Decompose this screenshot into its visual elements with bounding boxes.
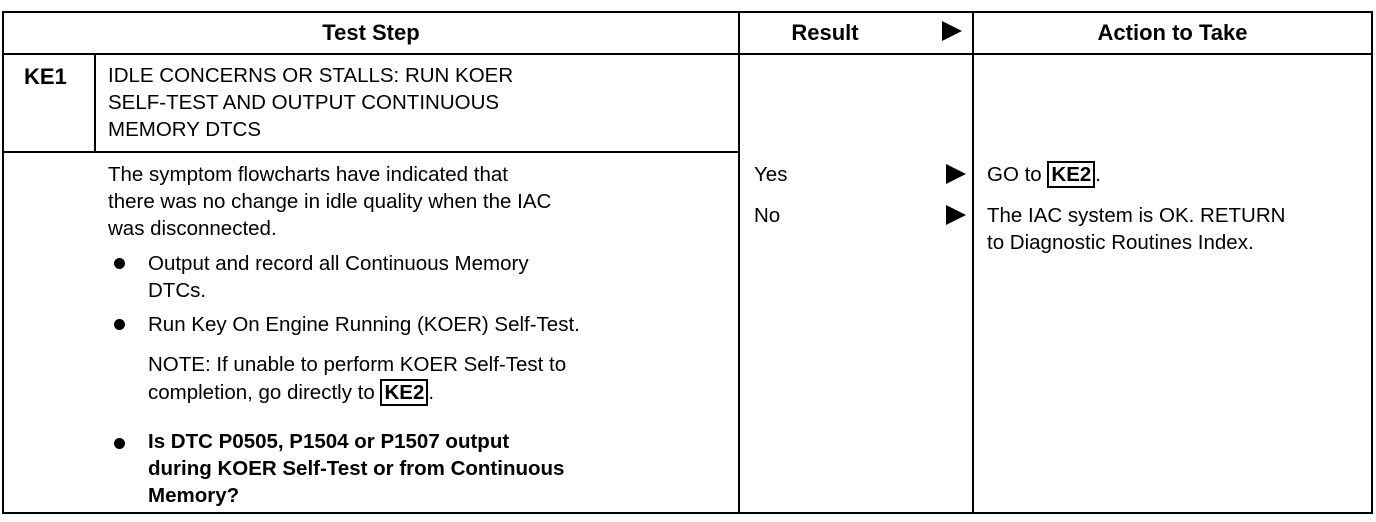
step-title-line-2: SELF-TEST AND OUTPUT CONTINUOUS: [108, 91, 500, 114]
header-result: Result: [791, 20, 859, 45]
intro-line-2: there was no change in idle quality when the IAC: [108, 190, 552, 213]
step-id-divider: [94, 53, 96, 153]
note-line-2: [148, 380, 434, 405]
bullet-1-line-1: Output and record all Continuous Memory: [148, 252, 529, 275]
note-line-1: NOTE: If unable to perform KOER Self-Test to: [148, 353, 567, 376]
step-title-line-3: MEMORY DTCS: [108, 118, 262, 141]
action-yes: [987, 162, 1101, 187]
header-test-step: Test Step: [322, 20, 420, 45]
bullet-1-line-2: DTCs.: [148, 279, 207, 302]
bullet-1-icon: [114, 258, 125, 269]
bullet-3-icon: [114, 438, 125, 449]
note-ref-ke2: KE2: [380, 379, 428, 406]
column-divider-result: [738, 13, 740, 512]
result-yes-arrow-icon: [946, 164, 966, 184]
intro-line-1: The symptom flowcharts have indicated that: [108, 163, 508, 186]
bullet-2-text: Run Key On Engine Running (KOER) Self-Test.: [148, 313, 580, 336]
action-yes-end: .: [1095, 163, 1101, 186]
header-action: Action to Take: [1097, 20, 1248, 45]
result-yes: Yes: [754, 163, 788, 186]
note-line-2-end: .: [428, 381, 435, 404]
step-title-divider: [4, 151, 740, 153]
bullet-3-line-3: Memory?: [148, 484, 240, 507]
step-id: KE1: [24, 64, 67, 89]
bullet-2-icon: [114, 319, 125, 330]
note-line-2-text: completion, go directly to: [148, 381, 375, 404]
action-no-line-1: The IAC system is OK. RETURN: [987, 204, 1286, 227]
intro-line-3: was disconnected.: [108, 217, 277, 240]
header-divider: [4, 53, 1371, 55]
bullet-3-line-2: during KOER Self-Test or from Continuous: [148, 457, 565, 480]
bullet-3-line-1: Is DTC P0505, P1504 or P1507 output: [148, 430, 510, 453]
step-title-line-1: IDLE CONCERNS OR STALLS: RUN KOER: [108, 64, 514, 87]
result-no: No: [754, 204, 781, 227]
header-arrow-icon: [942, 21, 962, 41]
action-no-line-2: to Diagnostic Routines Index.: [987, 231, 1254, 254]
result-no-arrow-icon: [946, 205, 966, 225]
action-ref-ke2: KE2: [1047, 161, 1095, 188]
diagnostic-test-table: [2, 11, 1373, 514]
column-divider-action: [972, 13, 974, 512]
action-yes-text: GO to: [987, 163, 1042, 186]
